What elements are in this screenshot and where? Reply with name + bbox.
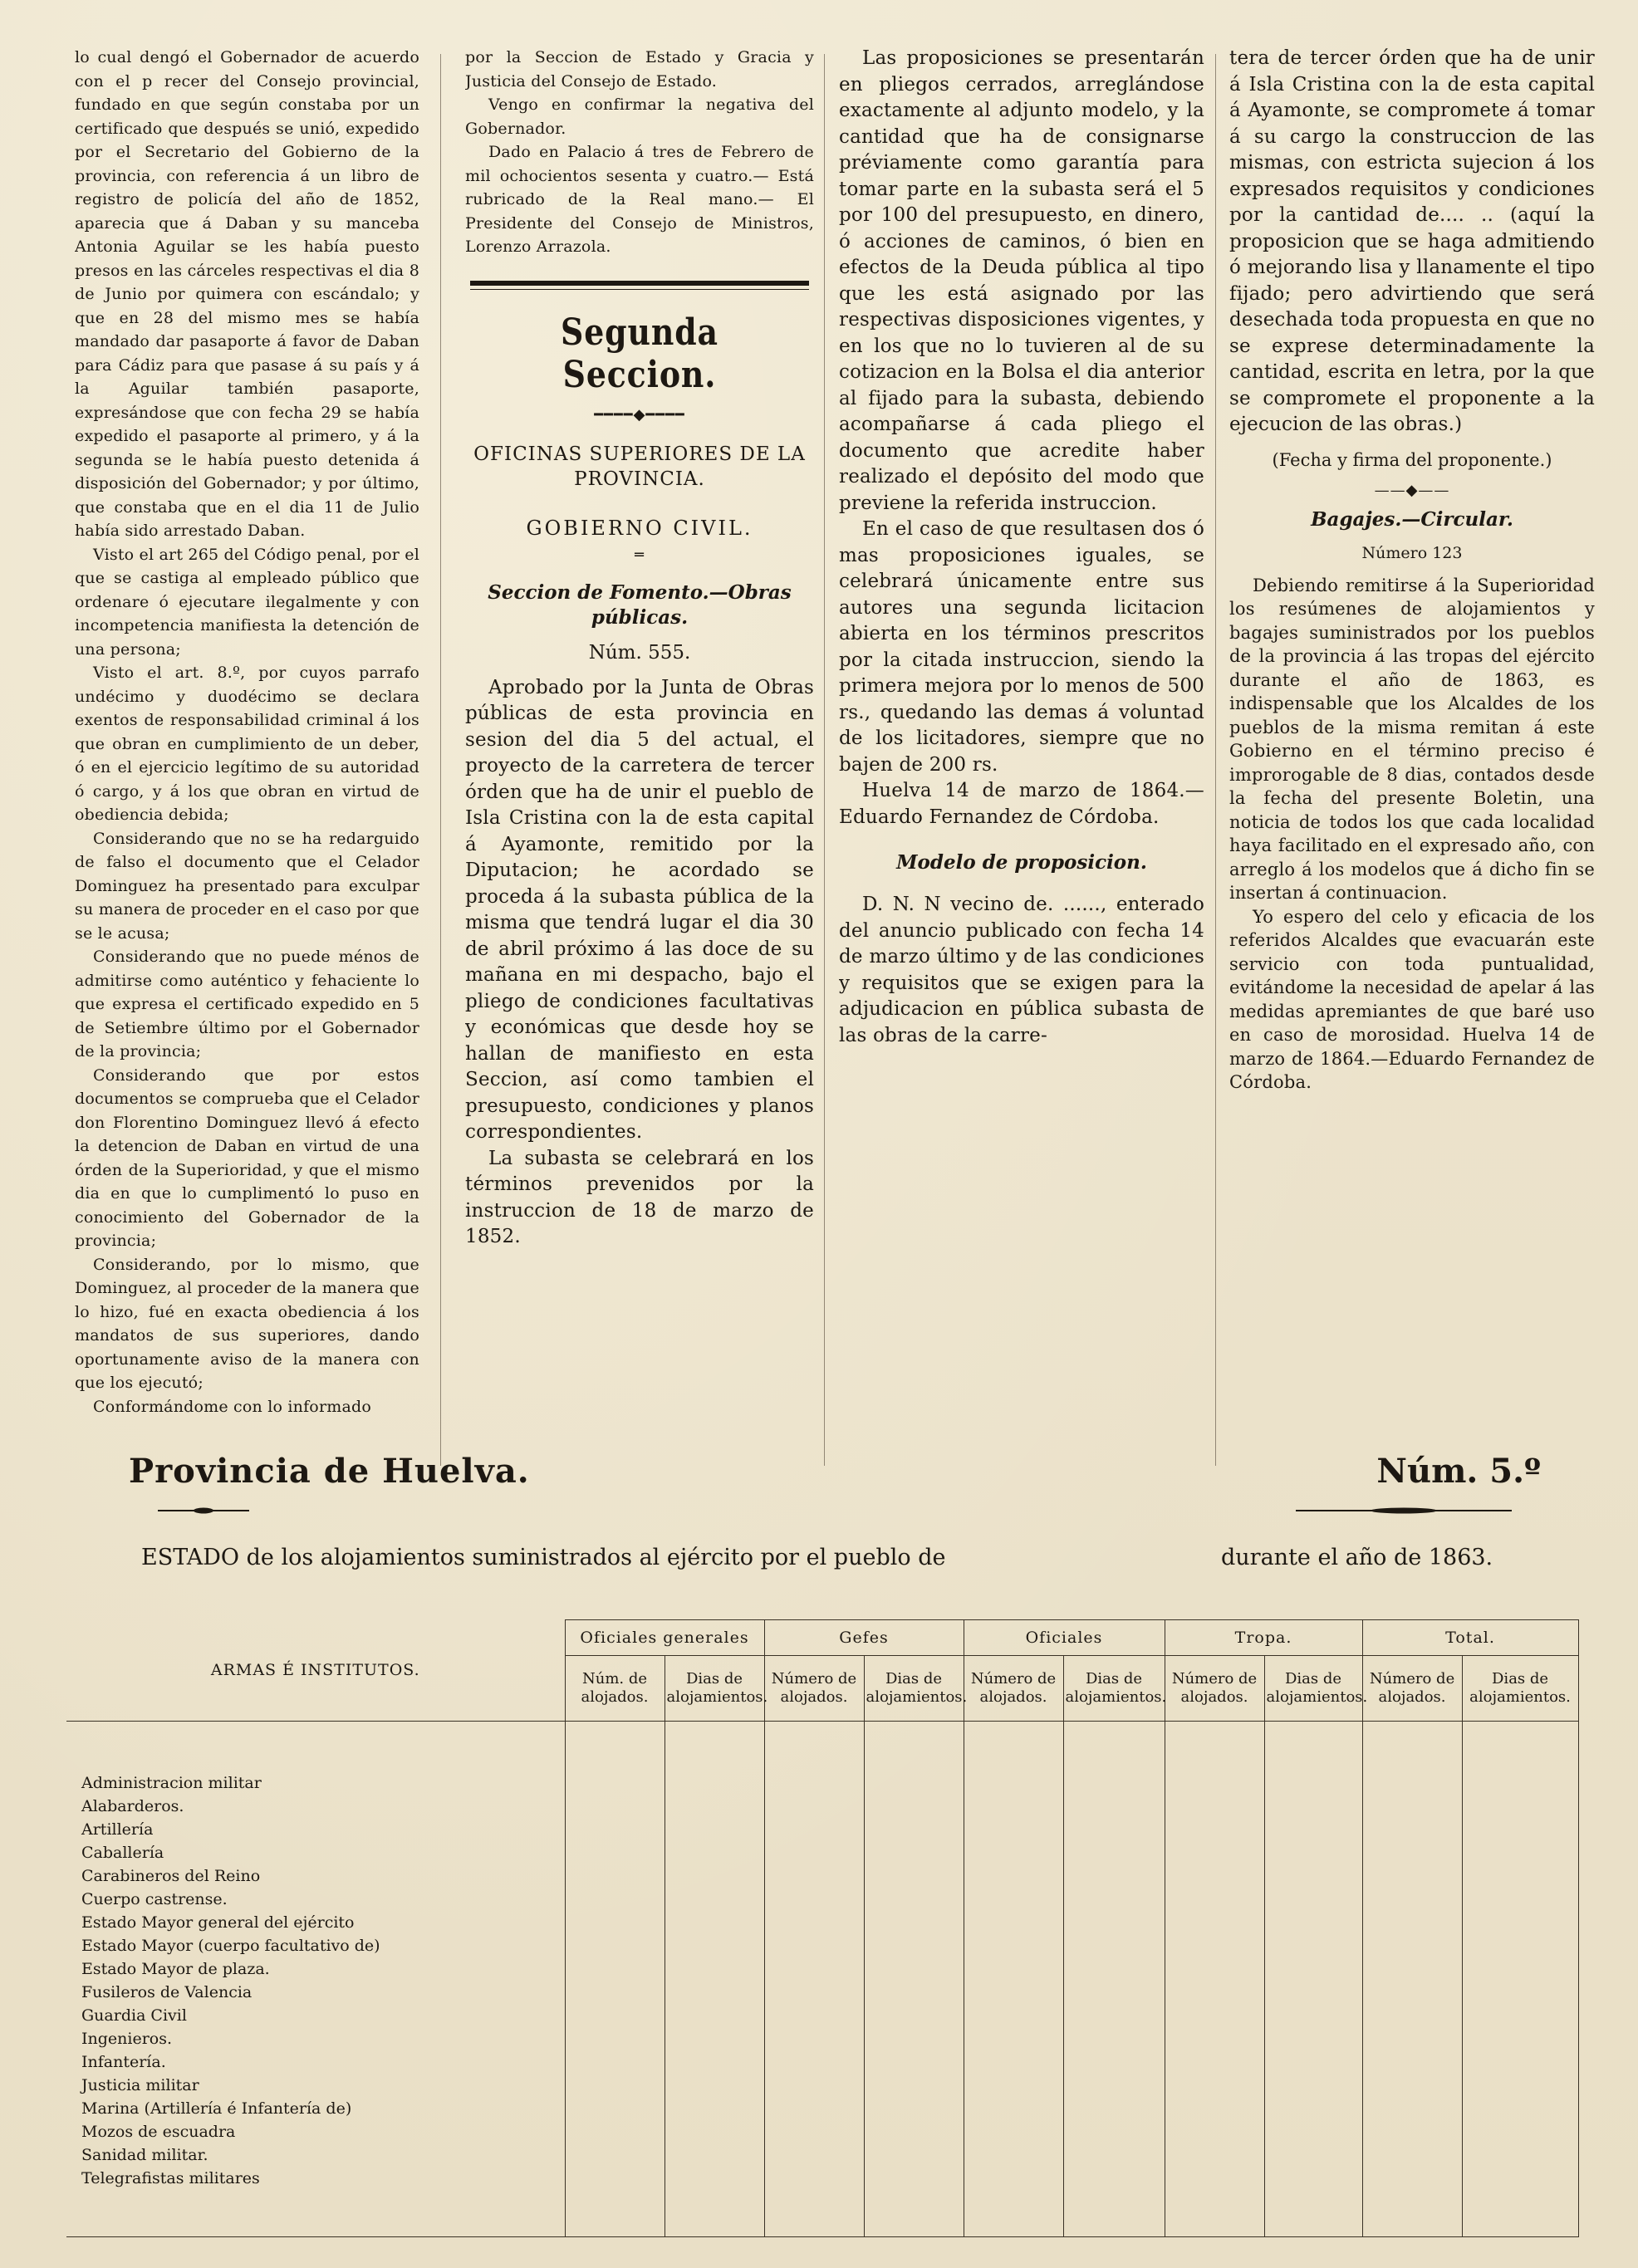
column-divider — [1215, 54, 1216, 1466]
table-cell — [1462, 1934, 1578, 1957]
paragraph: Aprobado por la Junta de Obras públicas de esta provincia en sesion del dia 5 del actual, el proyecto de la carretera de tercer órden que ha de unir el pueblo de Isla Cristina con la de esta capital á Ayamonte, remitido por la Diputacion; he acordado se proceda á la subasta pública de la misma que tendrá lugar el dia 30 de abril próximo á las doce de su mañana en mi despacho, bajo el pliego de condiciones facultativas y económicas que desde hoy se hallan de manifiesto en esta Seccion, así como tambien el presupuesto, condiciones y planos correspondientes. — [465, 676, 814, 1143]
table-cell — [565, 1795, 665, 1818]
table-cell — [565, 2143, 665, 2167]
table-cell — [964, 1888, 1063, 1911]
table-cell — [964, 1957, 1063, 1981]
gobierno-heading: GOBIERNO CIVIL. — [526, 516, 753, 540]
group-header: Gefes — [764, 1620, 964, 1656]
table-cell — [1362, 2004, 1462, 2027]
table-cell — [764, 1841, 864, 1864]
table-cell — [1264, 1888, 1362, 1911]
table-cell — [964, 1864, 1063, 1888]
ornament-divider: ═ — [635, 546, 645, 564]
table-cell — [1165, 2120, 1264, 2143]
col-header: Número de alojados. — [964, 1656, 1063, 1722]
table-cell — [1063, 2004, 1165, 2027]
table-cell — [665, 1888, 764, 1911]
table-cell — [665, 2074, 764, 2097]
table-cell — [1462, 2167, 1578, 2190]
table-cell — [1362, 1795, 1462, 1818]
table-cell — [66, 2190, 565, 2237]
table-cell — [1264, 2143, 1362, 2167]
table-cell — [764, 2074, 864, 2097]
paragraph: Conformándome con lo informado — [93, 1397, 371, 1416]
table-cell — [1165, 2027, 1264, 2050]
table-cell — [1165, 1818, 1264, 1841]
paragraph: Huelva 14 de marzo de 1864.—Eduardo Fernandez de Córdoba. — [839, 780, 1204, 828]
table-row — [66, 1911, 1578, 1934]
table-cell — [964, 2074, 1063, 2097]
table-cell — [1362, 1864, 1462, 1888]
table-cell — [1063, 1911, 1165, 1934]
table-cell — [1362, 1841, 1462, 1864]
table-row — [66, 2120, 1578, 2143]
paragraph: La subasta se celebrará en los términos prevenidos por la instruccion de 18 de marzo de 1852. — [465, 1147, 814, 1247]
institute-name: Caballería — [66, 1841, 565, 1864]
table-cell — [665, 1771, 764, 1795]
table-cell — [964, 2143, 1063, 2167]
table-cell — [864, 2050, 964, 2074]
table-cell — [665, 1841, 764, 1864]
section-title: Segunda Seccion. — [561, 311, 718, 396]
table-cell — [665, 2027, 764, 2050]
institute-name: Estado Mayor (cuerpo facultativo de) — [66, 1934, 565, 1957]
table-cell — [565, 2074, 665, 2097]
paragraph: En el caso de que resultasen dos ó mas proposiciones iguales, se celebrará únicamente entre sus autores una segunda licitacion abierta en los términos prescritos por la citada instruccion, siendo la primera mejora por lo menos de 500 rs., quedando las demas á voluntad de los licitadores, siempre que no bajen de 200 rs. — [839, 518, 1204, 776]
table-row — [66, 2050, 1578, 2074]
table-cell — [1264, 2004, 1362, 2027]
armas-header: ARMAS É INSTITUTOS. — [66, 1620, 565, 1722]
table-cell — [964, 2097, 1063, 2120]
table-cell — [764, 2120, 864, 2143]
table-cell — [764, 1795, 864, 1818]
table-row — [66, 1864, 1578, 1888]
column-divider — [824, 54, 825, 1466]
province-number: Núm. 5.º — [1376, 1452, 1541, 1491]
table-cell — [565, 2120, 665, 2143]
table-cell — [665, 1864, 764, 1888]
table-cell — [1063, 1934, 1165, 1957]
paragraph: tera de tercer órden que ha de unir á Isla Cristina con la de esta capital á Ayamonte, se compromete á tomar á su cargo la construccion de las mismas, con estricta sujecion á los expresados requisitos y condiciones por la cantidad de.... .. (aquí la proposicion que se haga admitiendo ó mejorando lisa y llanamente el tipo fijado; pero advirtiendo que será desechada toda propuesta en que no se exprese determinadamente la cantidad, escrita en letra, por la que se compromete el proponente a la ejecucion de las obras.) — [1229, 47, 1595, 435]
province-title: Provincia de Huelva. — [129, 1452, 530, 1491]
table-cell — [864, 1771, 964, 1795]
table-cell — [1165, 1841, 1264, 1864]
table-row — [66, 2097, 1578, 2120]
table-cell — [1264, 1957, 1362, 1981]
table-cell — [1063, 2120, 1165, 2143]
table-cell — [1462, 1981, 1578, 2004]
table-cell — [1362, 1818, 1462, 1841]
table-row — [66, 1722, 1578, 1772]
table-cell — [565, 2004, 665, 2027]
group-header: Tropa. — [1165, 1620, 1362, 1656]
institute-name: Estado Mayor de plaza. — [66, 1957, 565, 1981]
table-cell — [864, 1934, 964, 1957]
table-cell — [864, 1911, 964, 1934]
table-cell — [665, 1818, 764, 1841]
table-cell — [1264, 2074, 1362, 2097]
section-rule — [470, 289, 809, 290]
fomento-heading: Seccion de Fomento.—Obras públicas. — [488, 580, 792, 629]
table-cell — [665, 1911, 764, 1934]
paragraph: Vengo en confirmar la negativa del Gobernador. — [465, 96, 814, 138]
col-header: Número de alojados. — [764, 1656, 864, 1722]
table-cell — [1063, 2190, 1165, 2237]
table-cell — [1165, 1864, 1264, 1888]
table-row — [66, 1957, 1578, 1981]
col-header: Número de alojados. — [1165, 1656, 1264, 1722]
alojamientos-table-grid — [66, 1619, 1579, 2237]
table-cell — [864, 1888, 964, 1911]
table-cell — [1063, 1864, 1165, 1888]
table-cell — [665, 2143, 764, 2167]
table-cell — [665, 2167, 764, 2190]
ornament-divider: ——◆—— — [1374, 481, 1450, 499]
paragraph: Considerando que no puede ménos de admitirse como auténtico y fehaciente lo que expresa el certificado expedido en 5 de Setiembre último por el Gobernador de la provincia; — [75, 948, 419, 1061]
table-cell — [864, 1864, 964, 1888]
table-cell — [565, 1818, 665, 1841]
institute-name: Telegrafistas militares — [66, 2167, 565, 2190]
table-cell — [764, 2050, 864, 2074]
table-cell — [964, 2120, 1063, 2143]
institute-name: Estado Mayor general del ejército — [66, 1911, 565, 1934]
table-cell — [1462, 1841, 1578, 1864]
table-row — [66, 1841, 1578, 1864]
table-cell — [1165, 1981, 1264, 2004]
table-cell — [1362, 2097, 1462, 2120]
table-cell — [1165, 1957, 1264, 1981]
table-cell — [964, 1795, 1063, 1818]
table-cell — [1264, 1864, 1362, 1888]
table-cell — [1063, 2027, 1165, 2050]
table-cell — [1063, 1888, 1165, 1911]
estado-heading — [141, 1545, 1503, 1578]
table-cell — [964, 1934, 1063, 1957]
table-cell — [764, 1771, 864, 1795]
table-cell — [764, 2190, 864, 2237]
table-cell — [1165, 2097, 1264, 2120]
table-cell — [764, 1864, 864, 1888]
table-cell — [864, 2004, 964, 2027]
table-row — [66, 1934, 1578, 1957]
table-cell — [964, 2004, 1063, 2027]
table-cell — [1063, 1981, 1165, 2004]
table-cell — [764, 1818, 864, 1841]
table-cell — [964, 1841, 1063, 1864]
table-cell — [764, 2027, 864, 2050]
table-cell — [1264, 2027, 1362, 2050]
institute-name: Carabineros del Reino — [66, 1864, 565, 1888]
table-cell — [964, 1911, 1063, 1934]
table-cell — [665, 2120, 764, 2143]
table-cell — [764, 2167, 864, 2190]
table-cell — [1165, 1911, 1264, 1934]
table-cell — [565, 1771, 665, 1795]
group-header: Oficiales generales — [565, 1620, 764, 1656]
table-cell — [1264, 2190, 1362, 2237]
table-cell — [864, 1818, 964, 1841]
table-row — [66, 1771, 1578, 1795]
table-cell — [1362, 2074, 1462, 2097]
institute-name: Alabarderos. — [66, 1795, 565, 1818]
institute-name: Artillería — [66, 1818, 565, 1841]
col-header: Número de alojados. — [1362, 1656, 1462, 1722]
paragraph: Dado en Palacio á tres de Febrero de mil ochocientos sesenta y cuatro.— Está rubricado de la Real mano.— El Presidente del Consejo de Ministros, Lorenzo Arrazola. — [465, 143, 814, 256]
table-cell — [864, 2190, 964, 2237]
col-header: Dias de alojamientos. — [1264, 1656, 1362, 1722]
table-row — [66, 2004, 1578, 2027]
column-2 — [465, 46, 814, 1457]
table-cell — [1264, 1934, 1362, 1957]
table-cell — [1264, 2167, 1362, 2190]
column-3 — [839, 46, 1204, 1457]
table-cell — [1063, 1771, 1165, 1795]
table-cell — [1165, 1888, 1264, 1911]
table-cell — [1462, 1864, 1578, 1888]
table-cell — [1063, 1795, 1165, 1818]
table-cell — [1362, 2143, 1462, 2167]
institute-name: Marina (Artillería é Infantería de) — [66, 2097, 565, 2120]
table-cell — [864, 2027, 964, 2050]
table-cell — [1165, 1934, 1264, 1957]
table-cell — [565, 2097, 665, 2120]
firma-line: (Fecha y firma del proponente.) — [1272, 449, 1552, 470]
institute-name: Sanidad militar. — [66, 2143, 565, 2167]
table-cell — [1063, 1957, 1165, 1981]
col-header: Dias de alojamientos. — [665, 1656, 764, 1722]
table-cell — [1063, 2097, 1165, 2120]
table-cell — [864, 1981, 964, 2004]
paragraph: Debiendo remitirse á la Superioridad los resúmenes de alojamientos y bagajes suministrados por los pueblos de la provincia á las tropas del ejército durante el año de 1863, es indispensable que los Alcaldes de los pueblos de la misma remitan á este Gobierno en el término preciso é improrogable de 8 dias, contados desde la fecha del presente Boletin, una noticia de todos los que cada localidad haya facilitado en el expresado año, con arreglo á los modelos que á dicho fin se insertan á continuacion. — [1229, 575, 1595, 903]
table-cell — [1063, 2143, 1165, 2167]
table-cell — [864, 2120, 964, 2143]
table-cell — [1362, 2027, 1462, 2050]
paragraph: por la Seccion de Estado y Gracia y Justicia del Consejo de Estado. — [465, 48, 814, 91]
table-body — [66, 1722, 1578, 2237]
table-cell — [1264, 1795, 1362, 1818]
table-cell — [665, 1957, 764, 1981]
table-cell — [764, 2143, 864, 2167]
table-cell — [1362, 1934, 1462, 1957]
province-header — [129, 1452, 1541, 1501]
table-cell — [1264, 1911, 1362, 1934]
table-cell — [1362, 1957, 1462, 1981]
table-cell — [1462, 2074, 1578, 2097]
table-cell — [964, 1981, 1063, 2004]
table-cell — [1462, 1888, 1578, 1911]
table-cell — [1063, 2074, 1165, 2097]
table-cell — [565, 1957, 665, 1981]
table-cell — [565, 1981, 665, 2004]
table-cell — [864, 1841, 964, 1864]
institute-name: Guardia Civil — [66, 2004, 565, 2027]
institute-name: Ingenieros. — [66, 2027, 565, 2050]
paragraph: Las proposiciones se presentarán en pliegos cerrados, arreglándose exactamente al adjunto modelo, y la cantidad que ha de consignarse préviamente como garantía para tomar parte en la subasta será el 5 por 100 del presupuesto, en dinero, ó acciones de caminos, ó bien en efectos de la Deuda pública al tipo que les está asignado por las respectivas disposiciones vigentes, y en los que no lo tuvieren al de su cotizacion en la Bolsa el dia anterior al fijado para la subasta, debiendo acompañarse á cada pliego el documento que acredite haber realizado el depósito del modo que previene la referida instruccion. — [839, 47, 1204, 514]
table-cell — [1165, 1795, 1264, 1818]
table-cell — [864, 2167, 964, 2190]
table-cell — [1462, 2097, 1578, 2120]
table-cell — [1063, 2050, 1165, 2074]
paragraph: Considerando que no se ha redarguido de falso el documento que el Celador Dominguez ha presentado para exculpar su manera de proceder en el caso por que se le acusa; — [75, 829, 419, 943]
paragraph: lo cual dengó el Gobernador de acuerdo con el p recer del Consejo provincial, fundado en que según constaba por un certificado que después se unió, expedido por el Secretario del Gobierno de la provincia, con referencia á un libro de registro de policía del año de 1852, aparecia que á Daban y su manceba Antonia Aguilar se les había puesto presos en las cárceles respectivas el dia 8 de Junio por quimera con escándalo; y que en 28 del mismo mes se había mandado dar pasaporte á favor de Daban para Cádiz para que pasase á su país y á la Aguilar también pasaporte, expresándose que con fecha 29 se había expedido el pasaporte al primero, y á la segunda se le había puesto detenida á disposición del Gobernador; y por último, que constaba que en el dia 11 de Julio había sido arrestado Daban. — [75, 48, 419, 540]
table-cell — [764, 1888, 864, 1911]
table-row — [66, 1888, 1578, 1911]
table-cell — [764, 1981, 864, 2004]
circular-number: Número 123 — [1361, 543, 1463, 562]
table-cell — [864, 1957, 964, 1981]
table-cell — [1362, 1771, 1462, 1795]
paragraph: Visto el art 265 del Código penal, por el que se castiga al empleado público que ordenare ó ejecutare ilegalmente y con incompetencia manifiesta la detención de una persona; — [75, 545, 419, 659]
table-row — [66, 2027, 1578, 2050]
notice-number: Núm. 555. — [588, 641, 691, 664]
column-1 — [75, 46, 419, 1457]
table-cell — [1462, 2050, 1578, 2074]
table-cell — [1462, 1911, 1578, 1934]
institute-name: Justicia militar — [66, 2074, 565, 2097]
table-cell — [1063, 2167, 1165, 2190]
table-cell — [964, 2190, 1063, 2237]
table-cell — [1165, 2167, 1264, 2190]
table-cell — [964, 2050, 1063, 2074]
table-cell — [665, 1795, 764, 1818]
table-cell — [1264, 1981, 1362, 2004]
table-cell — [565, 2167, 665, 2190]
col-header: Dias de alojamientos. — [1462, 1656, 1578, 1722]
table-cell — [1462, 2004, 1578, 2027]
col-header: Núm. de alojados. — [565, 1656, 665, 1722]
institute-name: Administracion militar — [66, 1771, 565, 1795]
column-divider — [440, 54, 441, 1466]
table-cell — [665, 2097, 764, 2120]
table-row — [66, 2143, 1578, 2167]
ornament-divider — [158, 1507, 249, 1514]
table-cell — [964, 1771, 1063, 1795]
table-cell — [1462, 1771, 1578, 1795]
table-cell — [1063, 1841, 1165, 1864]
table-cell — [964, 2027, 1063, 2050]
paragraph: Visto el art. 8.º, por cuyos parrafo undécimo y duodécimo se declara exentos de responsabilidad criminal á los que obran en cumplimiento de un deber, ó en el ejercicio legítimo de su autoridad ó cargo, y á los que obran en virtud de obediencia debida; — [75, 664, 419, 824]
paragraph: Yo espero del celo y eficacia de los referidos Alcaldes que evacuarán este servicio con toda puntualidad, evitándome la necesidad de apelar á las medidas apremiantes de que baré uso en caso de morosidad. Huelva 14 de marzo de 1864.—Eduardo Fernandez de Córdoba. — [1229, 906, 1595, 1092]
table-cell — [864, 2143, 964, 2167]
table-cell — [1165, 2004, 1264, 2027]
table-row — [66, 2074, 1578, 2097]
table-cell — [1462, 2143, 1578, 2167]
group-header: Oficiales — [964, 1620, 1165, 1656]
table-cell — [565, 1888, 665, 1911]
institute-name: Fusileros de Valencia — [66, 1981, 565, 2004]
table-cell — [764, 2097, 864, 2120]
table-row — [66, 1818, 1578, 1841]
table-cell — [565, 1911, 665, 1934]
table-cell — [764, 1957, 864, 1981]
table-cell — [1264, 1771, 1362, 1795]
oficinas-heading: OFICINAS SUPERIORES DE LA PROVINCIA. — [473, 443, 806, 490]
column-4 — [1229, 46, 1595, 1457]
table-cell — [565, 2027, 665, 2050]
table-cell — [764, 2004, 864, 2027]
table-cell — [864, 2074, 964, 2097]
table-row — [66, 2190, 1578, 2237]
table-row — [66, 1981, 1578, 2004]
estado-right: durante el año de 1863. — [1221, 1545, 1493, 1570]
table-cell — [764, 1911, 864, 1934]
ornament-divider — [1296, 1507, 1512, 1514]
table-cell — [1264, 2050, 1362, 2074]
table-cell — [1362, 1981, 1462, 2004]
table-cell — [1165, 1771, 1264, 1795]
table-cell — [665, 2050, 764, 2074]
section-rule — [470, 281, 809, 286]
table-cell — [764, 1934, 864, 1957]
table-cell — [1362, 2190, 1462, 2237]
table-cell — [1362, 1911, 1462, 1934]
col-header: Dias de alojamientos. — [1063, 1656, 1165, 1722]
table-cell — [1462, 1957, 1578, 1981]
bagajes-heading: Bagajes.—Circular. — [1311, 507, 1513, 531]
table-cell — [1462, 1795, 1578, 1818]
table-cell — [1264, 2120, 1362, 2143]
table-cell — [1462, 2120, 1578, 2143]
table-cell — [1362, 2120, 1462, 2143]
table-cell — [964, 1818, 1063, 1841]
table-cell — [565, 2190, 665, 2237]
group-header: Total. — [1362, 1620, 1578, 1656]
table-cell — [1264, 2097, 1362, 2120]
table-cell — [565, 1934, 665, 1957]
table-cell — [665, 2190, 764, 2237]
table-cell — [1362, 2050, 1462, 2074]
table-cell — [864, 1795, 964, 1818]
col-header: Dias de alojamientos. — [864, 1656, 964, 1722]
table-cell — [1362, 2167, 1462, 2190]
table-cell — [1063, 1818, 1165, 1841]
table-row — [66, 2167, 1578, 2190]
table-row — [66, 1795, 1578, 1818]
table-cell — [1362, 1888, 1462, 1911]
table-cell — [565, 1864, 665, 1888]
estado-left: ESTADO de los alojamientos suministrados al ejército por el pueblo de — [141, 1545, 946, 1570]
table-cell — [1165, 2143, 1264, 2167]
table-cell — [665, 1934, 764, 1957]
paragraph: D. N. N vecino de. ......, enterado del anuncio publicado con fecha 14 de marzo último y de las condiciones y requisitos que se exigen para la adjudicacion en pública subasta de las obras de la carre- — [839, 894, 1204, 1046]
institute-name: Infantería. — [66, 2050, 565, 2074]
table-cell — [1462, 2190, 1578, 2237]
text-columns — [50, 46, 1595, 1457]
table-cell — [864, 2097, 964, 2120]
institute-name: Cuerpo castrense. — [66, 1888, 565, 1911]
alojamientos-table — [66, 1619, 1578, 2251]
table-cell — [565, 1841, 665, 1864]
institute-name: Mozos de escuadra — [66, 2120, 565, 2143]
ornament-divider: ━━━━◆━━━━ — [594, 405, 685, 424]
table-cell — [665, 1981, 764, 2004]
paragraph: Considerando que por estos documentos se comprueba que el Celador don Florentino Dominguez llevó á efecto la detencion de Daban en virtud de una órden de la Superioridad, y que el mismo dia en que lo cumplimentó lo puso en conocimiento del Gobernador de la provincia; — [75, 1065, 419, 1250]
table-cell — [1462, 1818, 1578, 1841]
table-cell — [1264, 1841, 1362, 1864]
paragraph: Considerando, por lo mismo, que Dominguez, al proceder de la manera que lo hizo, fué en exacta obediencia á los mandatos de sus superiores, dando oportunamente aviso de la manera con que los ejecutó; — [75, 1255, 419, 1392]
table-cell — [1462, 2027, 1578, 2050]
modelo-heading: Modelo de proposicion. — [896, 851, 1147, 874]
table-cell — [565, 2050, 665, 2074]
table-cell — [1165, 2190, 1264, 2237]
table-cell — [665, 2004, 764, 2027]
table-cell — [1165, 2050, 1264, 2074]
table-cell — [964, 2167, 1063, 2190]
table-cell — [1264, 1818, 1362, 1841]
table-cell — [1165, 2074, 1264, 2097]
